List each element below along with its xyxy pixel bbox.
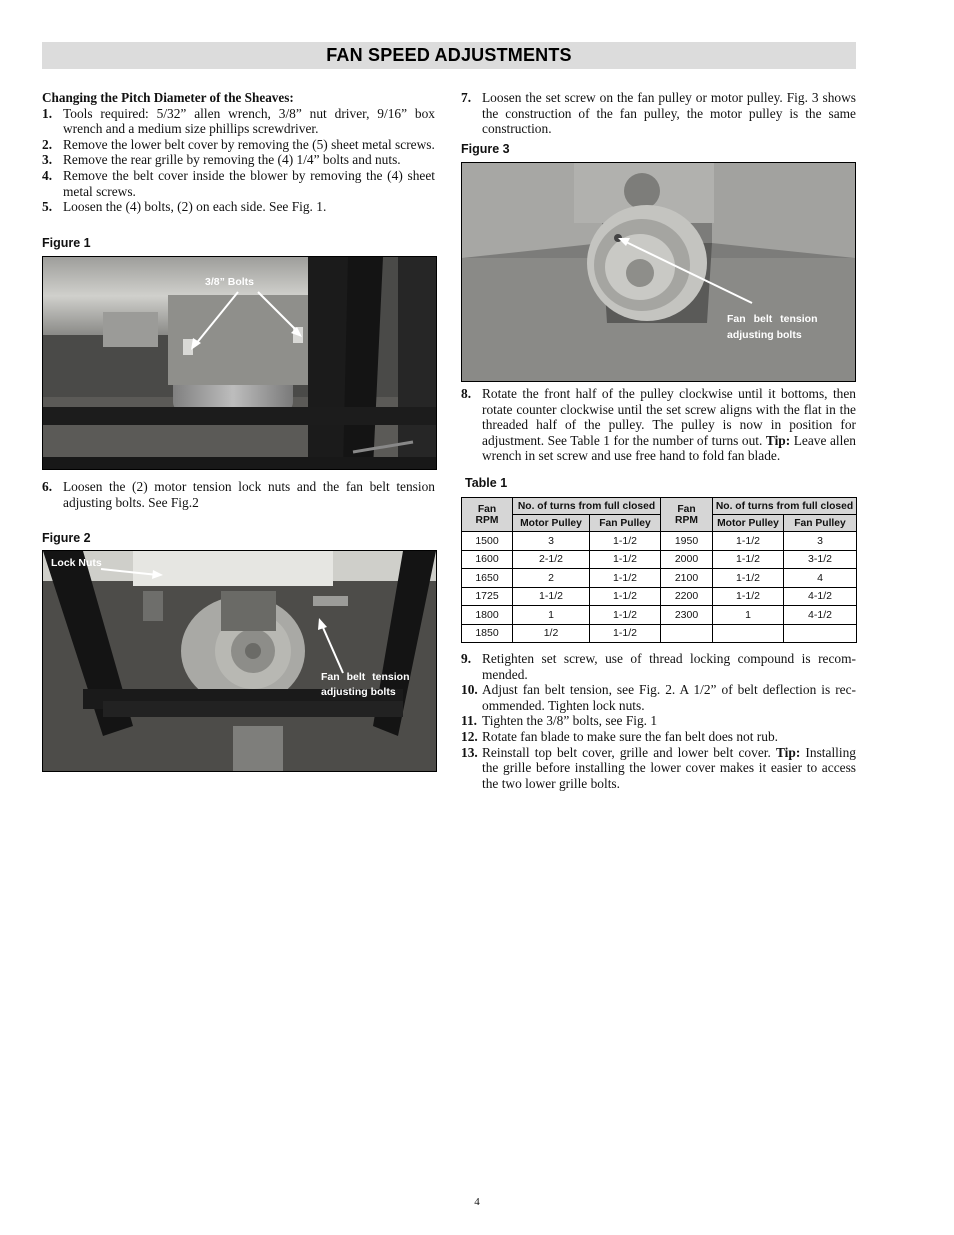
figure-3-photo — [461, 162, 856, 382]
table-header-group-1: No. of turns from full closed — [513, 498, 661, 515]
step-4: 4. Remove the belt cover inside the blower by removing the (4) sheet metal screws. — [42, 167, 435, 199]
section-subheading: Changing the Pitch Diameter of the Sheaves: — [42, 90, 294, 105]
step-12: 12. Rotate fan blade to make sure the fan belt does not rub. — [461, 728, 778, 744]
step-8-block — [461, 386, 856, 464]
table-header-fan-pulley-2: Fan Pulley — [784, 515, 857, 532]
page-number: 4 — [474, 1196, 480, 1208]
table-header-fan-pulley-1: Fan Pulley — [590, 515, 661, 532]
step-2: 2. Remove the lower belt cover by removing the (5) sheet metal screws. — [42, 136, 435, 152]
left-column-instructions — [42, 90, 435, 215]
table-row: 1650 2 1-1/2 2100 1-1/2 4 — [462, 569, 857, 588]
figure-2-label: Figure 2 — [42, 531, 91, 545]
step-9: 9. Retighten set screw, use of thread locking compound is recom-mended. — [461, 651, 856, 682]
section-header-bar — [42, 42, 856, 69]
table-row: 1600 2-1/2 1-1/2 2000 1-1/2 3-1/2 — [462, 550, 857, 569]
step-3: 3. Remove the rear grille by removing the (4) 1/4” bolts and nuts. — [42, 152, 401, 168]
step-10: 10. Adjust fan belt tension, see Fig. 2. A 1/2” of belt deflection is rec-ommended. Tighten lock nuts. — [461, 682, 856, 713]
steps-9-13-block — [461, 651, 856, 791]
table-row: 1850 1/2 1-1/2 — [462, 624, 857, 643]
fan-speed-table — [461, 497, 857, 643]
table-row: 1725 1-1/2 1-1/2 2200 1-1/2 4-1/2 — [462, 587, 857, 606]
step-1: 1. Tools required: 5/32” allen wrench, 3/8” nut driver, 9/16” box wrench and a medium size phillips screwdriver. — [42, 105, 435, 137]
table-row: 1500 3 1-1/2 1950 1-1/2 3 — [462, 532, 857, 551]
table-header-motor-pulley-1: Motor Pulley — [513, 515, 590, 532]
figure-2-photo — [42, 550, 437, 772]
table-header-fan-rpm-1: Fan RPM — [462, 498, 513, 532]
page-title: FAN SPEED ADJUSTMENTS — [326, 45, 572, 65]
table-header-motor-pulley-2: Motor Pulley — [713, 515, 784, 532]
table-1-label: Table 1 — [465, 476, 508, 490]
table-header-group-2: No. of turns from full closed — [713, 498, 857, 515]
table-header-fan-rpm-2: Fan RPM — [661, 498, 713, 532]
figure-1-photo — [42, 256, 437, 470]
figure-3-callout-2: adjusting bolts — [727, 329, 802, 341]
figure-2-callout-lock-nuts: Lock Nuts — [51, 557, 102, 569]
step-5: 5. Loosen the (4) bolts, (2) on each side. See Fig. 1. — [42, 199, 327, 215]
step-8: 8. Rotate the front half of the pulley clockwise until it bottoms, then rotate counter clockwise until the set screw aligns with the flat in the threaded half of the pulley. The pulley is now in position for adjustment. See Table 1 for the number of turns out. Tip: Leave allen wrench in set screw and use free hand to fold fan blade. — [461, 386, 856, 464]
figure-3-label: Figure 3 — [461, 142, 510, 156]
figure-1-callout-bolts: 3/8” Bolts — [205, 276, 255, 288]
figure-3-callout-1: Fan belt tension — [727, 313, 818, 325]
figure-1-label: Figure 1 — [42, 236, 91, 250]
table-row: 1800 1 1-1/2 2300 1 4-1/2 — [462, 606, 857, 625]
step-11: 11. Tighten the 3/8” bolts, see Fig. 1 — [461, 713, 658, 729]
step-6-block — [42, 479, 435, 510]
figure-2-callout-fan-belt-2: adjusting bolts — [321, 686, 396, 698]
step-6: 6. Loosen the (2) motor tension lock nuts and the fan belt tension adjusting bolts. See Fig.2 — [42, 479, 435, 510]
step-13: 13. Reinstall top belt cover, grille and lower belt cover. Tip: Installing the grille before installing the lower cover makes it easier to access the two lower grille bolts. — [461, 744, 857, 791]
step-7: 7. Loosen the set screw on the fan pulley or motor pulley. Fig. 3 shows the construction of the fan pulley, the motor pulley is the same construction. — [461, 90, 856, 137]
figure-2-callout-fan-belt-1: Fan belt tension — [321, 671, 410, 683]
step-7-block — [461, 90, 856, 137]
